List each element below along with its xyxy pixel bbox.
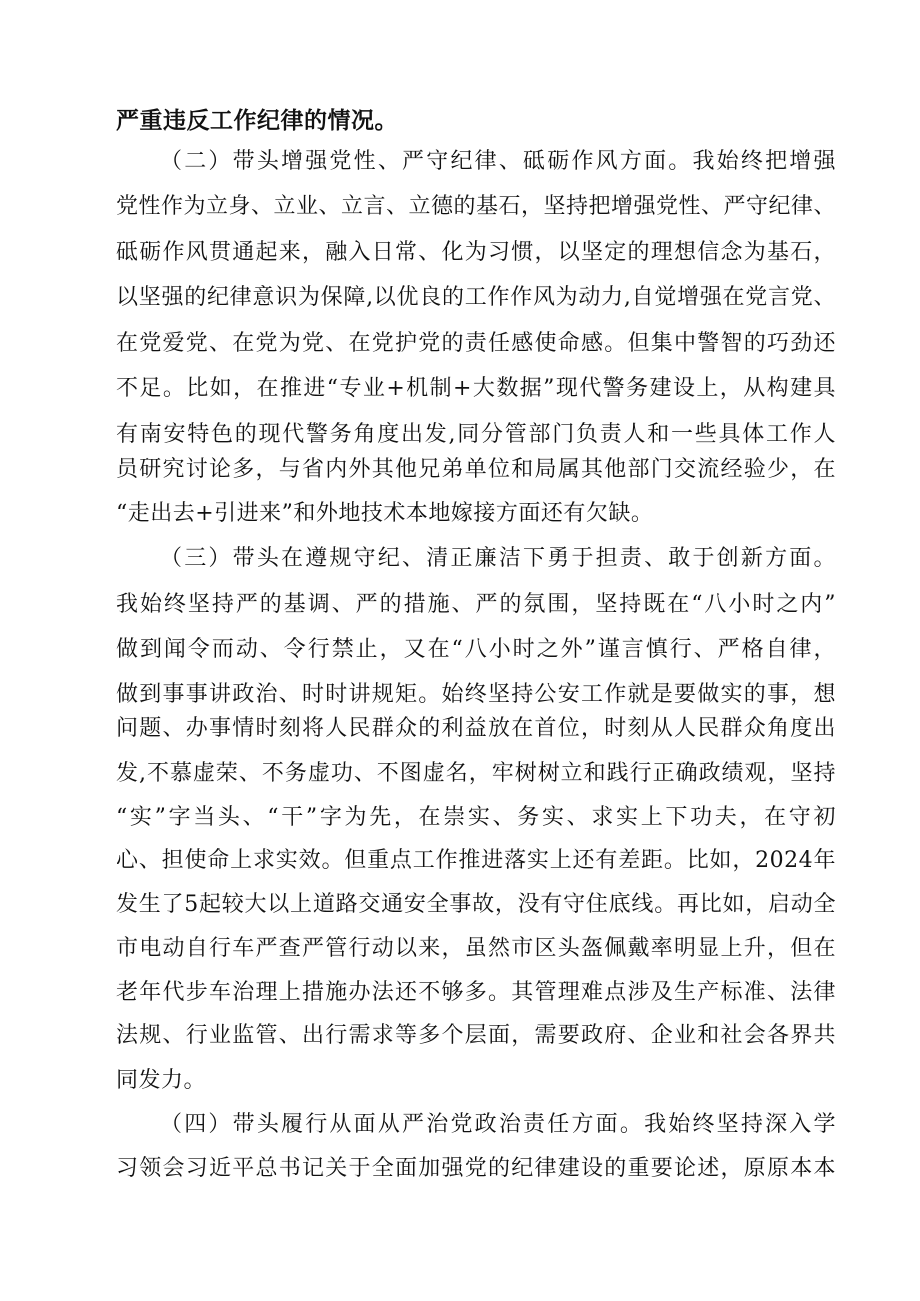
- paragraph-2-heading-line: （二）带头增强党性、严守纪律、砥砺作风方面。我始终把增强: [160, 149, 836, 174]
- text-line-10: “走出去+引进来”和外地技术本地嫁接方面还有欠缺。: [116, 501, 654, 526]
- text-line-5: 以坚强的纪律意识为保障,以优良的工作作风为动力,自觉增强在党言党、: [116, 285, 836, 310]
- text-line-25: 习领会习近平总书记关于全面加强党的纪律建设的重要论述，原原本本: [116, 1156, 836, 1181]
- text-line-1: 严重违反工作纪律的情况。: [116, 108, 398, 134]
- text-line-3: 党性作为立身、立业、立言、立德的基石，坚持把增强党性、严守纪律、: [116, 194, 837, 219]
- text-line-21: 老年代步车治理上措施办法还不够多。其管理难点涉及生产标准、法律: [116, 980, 836, 1005]
- text-line-13: 做到闻令而动、令行禁止，又在“八小时之外”谨言慎行、严格自律，: [116, 637, 836, 662]
- text-line-12: 我始终坚持严的基调、严的措施、严的氛围，坚持既在“八小时之内”: [116, 592, 836, 617]
- text-line-8: 有南安特色的现代警务角度出发,同分管部门负责人和一些具体工作人: [116, 422, 836, 447]
- text-line-18: 心、担使命上求实效。但重点工作推进落实上还有差距。比如，2024年: [116, 848, 836, 873]
- text-line-17: “实”字当头、“干”字为先，在崇实、务实、求实上下功夫，在守初: [116, 805, 836, 830]
- text-line-14: 做到事事讲政治、时时讲规矩。始终坚持公安工作就是要做实的事，想: [116, 682, 836, 707]
- text-line-7: 不足。比如，在推进“专业+机制+大数据”现代警务建设上，从构建具: [116, 376, 836, 401]
- text-line-19: 发生了5起较大以上道路交通安全事故，没有守住底线。再比如，启动全: [116, 892, 836, 917]
- text-line-4: 砥砺作风贯通起来，融入日常、化为习惯，以坚定的理想信念为基石，: [116, 240, 836, 265]
- text-line-20: 市电动自行车严查严管行动以来，虽然市区头盔佩戴率明显上升，但在: [116, 936, 836, 961]
- paragraph-4-heading-line: （四）带头履行从面从严治党政治责任方面。我始终坚持深入学: [160, 1112, 836, 1137]
- text-line-15: 问题、办事情时刻将人民群众的利益放在首位，时刻从人民群众角度出: [116, 716, 836, 741]
- text-line-22: 法规、行业监管、出行需求等多个层面，需要政府、企业和社会各界共: [116, 1023, 836, 1048]
- paragraph-3-heading-line: （三）带头在遵规守纪、清正廉洁下勇于担责、敢于创新方面。: [160, 546, 836, 571]
- text-line-16: 发,不慕虚荣、不务虚功、不图虚名，牢树树立和践行正确政绩观，坚持: [116, 761, 836, 786]
- text-line-6: 在党爱党、在党为党、在党护党的责任感使命感。但集中警智的巧劲还: [116, 331, 836, 356]
- text-line-9: 员研究讨论多，与省内外其他兄弟单位和局属其他部门交流经验少，在: [116, 457, 836, 482]
- text-line-23: 同发力。: [116, 1068, 207, 1093]
